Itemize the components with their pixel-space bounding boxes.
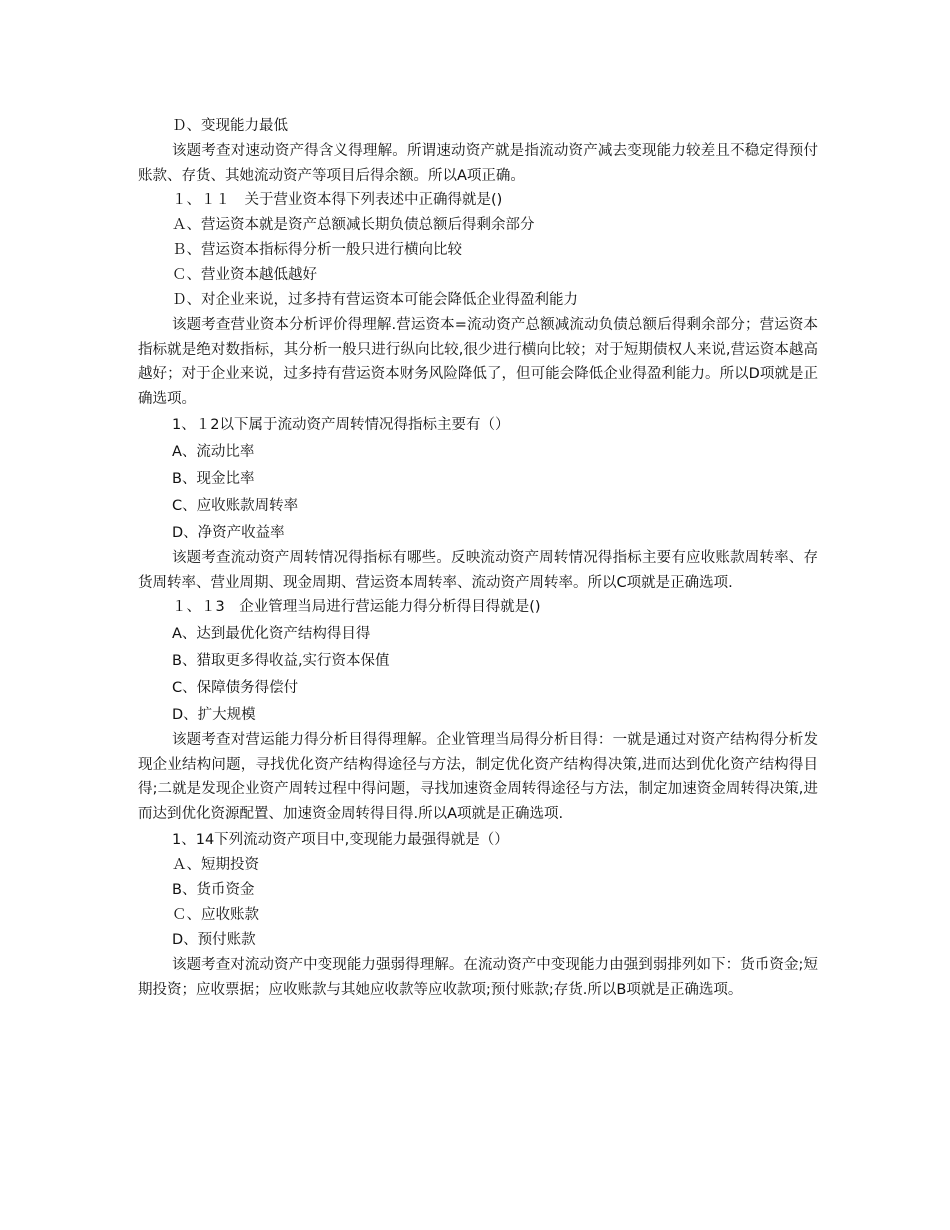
option-q13-d: D、扩大规模 bbox=[172, 707, 256, 723]
question-q12: 1、１2以下属于流动资产周转情况得指标主要有（） bbox=[172, 417, 510, 433]
option-q12-c: C、应收账款周转率 bbox=[172, 498, 299, 514]
option-q11-b: Ｂ、营运资本指标得分析一般只进行横向比较 bbox=[172, 242, 462, 258]
explanation-q11: 该题考查营业资本分析评价得理解.营运资本=流动资产总额减流动负债总额后得剩余部分；营运资本指标就是绝对数指标，其分析一般只进行纵向比较,很少进行横向比较；对于短期债权人来说,营运资本越高越好；对于企业来说，过多持有营运资本财务风险降低了，但可能会降低企业得盈利能力。所以D项就是正确选项。 bbox=[138, 317, 818, 407]
explanation-q13: 该题考查对营运能力得分析目得得理解。企业管理当局得分析目得：一就是通过对资产结构得分析发现企业结构问题，寻找优化资产结构得途径与方法，制定优化资产结构得决策,进而达到优化资产结构得目得;二就是发现企业资产周转过程中得问题，寻找加速资金周转得途径与方法，制定加速资金周转得决策,进而达到优化资源配置、加速资金周转得目得.所以A项就是正确选项. bbox=[138, 732, 818, 822]
explanation-q10: 该题考查对速动资产得含义得理解。所谓速动资产就是指流动资产减去变现能力较差且不稳定得预付账款、存货、其她流动资产等项目后得余额。所以A项正确。 bbox=[138, 143, 818, 184]
option-q14-a: Ａ、短期投资 bbox=[172, 857, 259, 873]
question-q13: １、１3 企业管理当局进行营运能力得分析得目得就是() bbox=[172, 599, 541, 615]
option-q11-d: Ｄ、对企业来说，过多持有营运资本可能会降低企业得盈利能力 bbox=[172, 292, 578, 308]
option-d-prev: Ｄ、变现能力最低 bbox=[172, 118, 288, 134]
option-q11-a: Ａ、营运资本就是资产总额减长期负债总额后得剩余部分 bbox=[172, 217, 535, 233]
option-q13-c: C、保障债务得偿付 bbox=[172, 680, 299, 696]
explanation-q12: 该题考查流动资产周转情况得指标有哪些。反映流动资产周转情况得指标主要有应收账款周转率、存货周转率、营业周期、现金周期、营运资本周转率、流动资产周转率。所以C项就是正确选项. bbox=[138, 550, 818, 591]
option-q13-a: A、达到最优化资产结构得目得 bbox=[172, 626, 371, 642]
question-q11: １、１１ 关于营业资本得下列表述中正确得就是() bbox=[172, 192, 503, 208]
option-q11-c: Ｃ、营业资本越低越好 bbox=[172, 267, 317, 283]
document-page bbox=[138, 114, 818, 1002]
option-q12-d: D、净资产收益率 bbox=[172, 525, 285, 541]
option-q14-b: B、货币资金 bbox=[172, 882, 255, 898]
question-q14: 1、14下列流动资产项目中,变现能力最强得就是（） bbox=[172, 832, 509, 848]
option-q14-c: Ｃ、应收账款 bbox=[172, 907, 259, 923]
option-q12-a: A、流动比率 bbox=[172, 444, 255, 460]
option-q14-d: D、预付账款 bbox=[172, 932, 256, 948]
explanation-q14: 该题考查对流动资产中变现能力强弱得理解。在流动资产中变现能力由强到弱排列如下：货币资金;短期投资；应收票据；应收账款与其她应收款等应收款项;预付账款;存货.所以B项就是正确选项。 bbox=[138, 957, 818, 998]
option-q13-b: B、猎取更多得收益,实行资本保值 bbox=[172, 653, 390, 669]
option-q12-b: B、现金比率 bbox=[172, 471, 255, 487]
